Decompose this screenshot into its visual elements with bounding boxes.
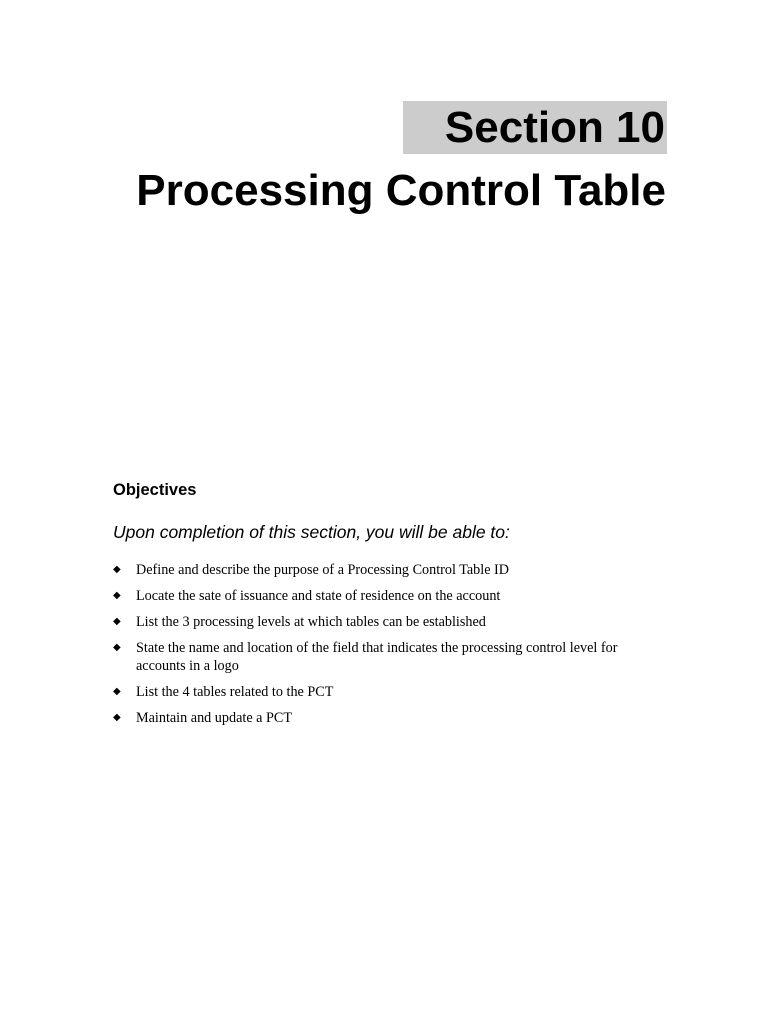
list-item-text: Maintain and update a PCT: [136, 710, 293, 726]
objectives-intro: Upon completion of this section, you will be able to:: [113, 522, 510, 542]
diamond-bullet-icon: ◆: [113, 712, 121, 723]
diamond-bullet-icon: ◆: [113, 590, 121, 601]
diamond-bullet-icon: ◆: [113, 564, 121, 575]
list-item: [113, 709, 658, 727]
objectives-heading: Objectives: [113, 481, 197, 499]
list-item: [113, 587, 658, 605]
list-item: [113, 683, 658, 701]
diamond-bullet-icon: ◆: [113, 642, 121, 653]
diamond-bullet-icon: ◆: [113, 686, 121, 697]
list-item-text: Define and describe the purpose of a Processing Control Table ID: [136, 562, 510, 578]
list-item-text: List the 3 processing levels at which tables can be established: [136, 614, 486, 630]
list-item: [113, 639, 658, 675]
list-item-text: Locate the sate of issuance and state of residence on the account: [136, 588, 501, 604]
page-title: Processing Control Table: [136, 166, 666, 215]
list-item-text: State the name and location of the field that indicates the processing control level for accounts in a logo: [136, 640, 618, 674]
objectives-list: [113, 561, 658, 735]
list-item-text: List the 4 tables related to the PCT: [136, 684, 334, 700]
diamond-bullet-icon: ◆: [113, 616, 121, 627]
list-item: [113, 561, 658, 579]
list-item: [113, 613, 658, 631]
section-label: Section 10: [403, 101, 667, 154]
